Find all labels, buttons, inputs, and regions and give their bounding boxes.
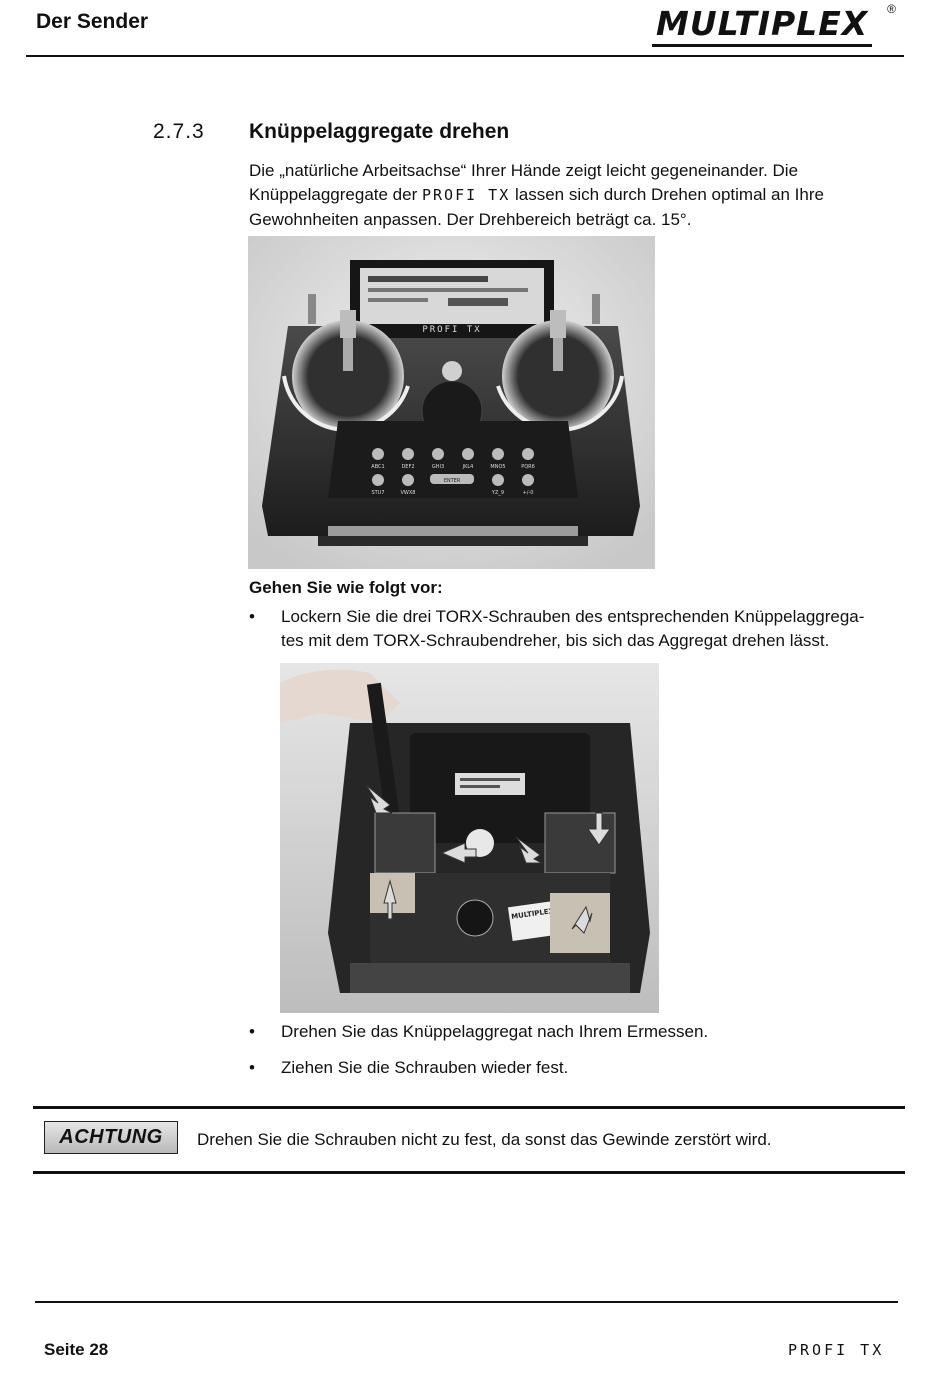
key-label-3: GHI3 [431,464,445,470]
list-item [249,1056,899,1082]
key-label-enter: ENTER [443,478,461,484]
bullet-2-text: Drehen Sie das Knüppelaggregat nach Ihrem Ermessen. [281,1022,709,1041]
key-label-1: ABC1 [371,464,385,470]
section-title: Knüppelaggregate drehen [249,120,510,143]
intro-line-3: Gewohnheiten anpassen. Der Drehbereich beträgt ca. 15°. [249,210,692,229]
page-number: Seite 28 [44,1340,109,1359]
bullet-1-line-2: tes mit dem TORX-Schraubendreher, bis sich das Aggregat drehen lässt. [281,631,830,650]
multiplex-logo [652,4,896,44]
screen-brand: PROFI TX [422,325,482,335]
bullet-dot: • [249,1022,255,1041]
footer-rule [35,1301,898,1303]
intro-line-2-end: lassen sich durch Drehen optimal an Ihre [510,185,824,204]
open-transmitter-photo [280,663,659,1013]
registered-mark: ® [887,2,896,16]
copilot-module-label: MULTIPLEX [510,907,555,921]
bullet-dot: • [249,607,255,626]
key-label-5: MNO5 [490,464,506,470]
logo-text: MULTIPLEX [652,4,872,47]
list-item [249,605,899,655]
warning-text: Drehen Sie die Schrauben nicht zu fest, da sonst das Gewinde zerstört wird. [197,1130,772,1149]
bullet-3-text: Ziehen Sie die Schrauben wieder fest. [281,1058,569,1077]
inline-brand: PROFI TX [421,186,511,204]
warning-badge [44,1121,178,1154]
footer-brand: PROFI TX [788,1341,885,1359]
key-label-8: VWX8 [400,490,416,496]
key-label-7: STU7 [371,490,385,496]
key-label-0: +/-0 [522,490,534,496]
key-label-4: JKL4 [462,464,474,470]
bullet-1-line-1: Lockern Sie die drei TORX-Schrauben des entsprechenden Knüppelaggrega- [281,607,865,626]
key-label-6: PQR6 [521,464,535,470]
header-title: Der Sender [36,10,149,33]
transmitter-photo [248,236,655,569]
key-label-9: YZ_9 [491,490,505,496]
bullet-dot: • [249,1058,255,1077]
warning-bottom-rule [33,1171,905,1174]
intro-line-2 [249,183,889,208]
warning-top-rule [33,1106,905,1109]
key-label-2: DEF2 [401,464,415,470]
list-item [249,1020,899,1046]
intro-line-1: Die „natürliche Arbeitsachse“ Ihrer Hände zeigt leicht gegeneinander. Die [249,161,799,180]
steps-heading: Gehen Sie wie folgt vor: [249,578,443,597]
header-rule [26,55,904,57]
warning-badge-label: ACHTUNG [59,1126,163,1148]
intro-line-2-start: Knüppelaggregate der [249,185,422,204]
section-number: 2.7.3 [153,120,205,143]
